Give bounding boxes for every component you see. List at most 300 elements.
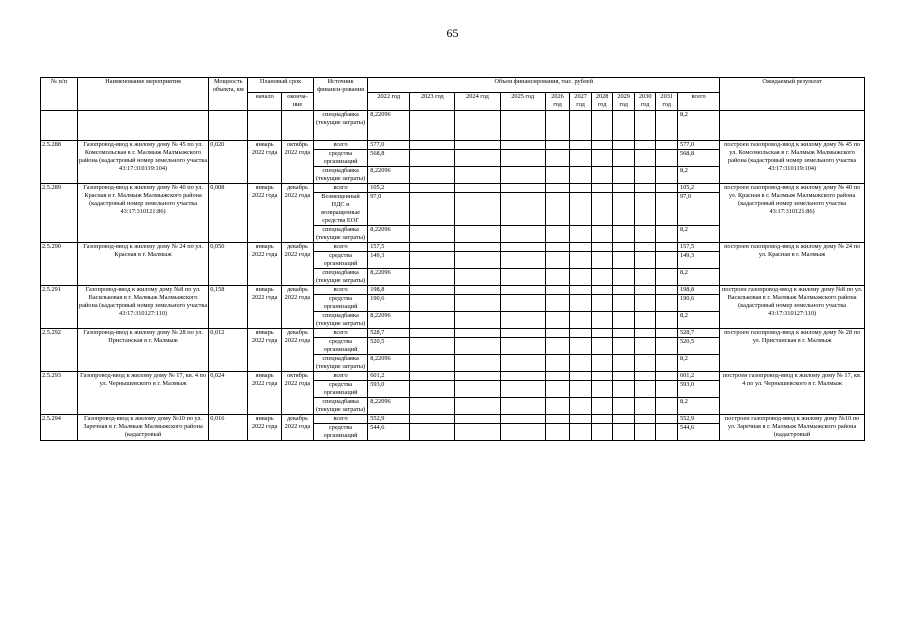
expected-result: построен газопровод-ввод к жилому дому № 28 по ул. Пристанская в г. Малмыж (720, 329, 865, 372)
header-year: 2030 год (634, 93, 656, 111)
source-cell: средства организаций (313, 381, 367, 398)
empty-cell (209, 111, 248, 141)
year-cell (656, 372, 678, 381)
year-cell (570, 372, 592, 381)
year-cell (455, 355, 500, 372)
value-total: 552,9 (677, 415, 719, 424)
year-cell (410, 398, 455, 415)
table-row (41, 415, 865, 424)
source-cell: средства организаций (313, 424, 367, 441)
year-cell (634, 355, 656, 372)
start-cell: январь 2022 года (248, 141, 282, 184)
value-2022: 8,22096 (368, 167, 410, 184)
year-cell (570, 424, 592, 441)
year-cell (545, 226, 570, 243)
value-total: 8,2 (677, 111, 719, 141)
row-number: 2.5.291 (41, 286, 78, 329)
year-cell (410, 329, 455, 338)
header-source: Источник финанси-рования (313, 78, 367, 111)
year-cell (634, 295, 656, 312)
value-total: 97,0 (677, 193, 719, 226)
year-cell (634, 150, 656, 167)
year-cell (545, 415, 570, 424)
capacity-cell: 0,050 (209, 243, 248, 286)
year-cell (613, 226, 635, 243)
year-cell (455, 286, 500, 295)
value-2022: 149,3 (368, 252, 410, 269)
year-cell (656, 295, 678, 312)
header-year: 2023 год (410, 93, 455, 111)
start-cell: январь 2022 года (248, 415, 282, 441)
year-cell (613, 141, 635, 150)
year-cell (410, 355, 455, 372)
year-cell (455, 150, 500, 167)
year-cell (500, 111, 545, 141)
year-cell (545, 398, 570, 415)
capacity-cell: 0,012 (209, 329, 248, 372)
value-2022: 544,6 (368, 424, 410, 441)
table-row (41, 329, 865, 338)
year-cell (545, 243, 570, 252)
year-cell (410, 150, 455, 167)
year-cell (500, 312, 545, 329)
value-2022: 8,22096 (368, 355, 410, 372)
source-cell: всего (313, 372, 367, 381)
source-cell: спецнадбавка (текущие затраты) (313, 269, 367, 286)
value-total: 520,5 (677, 338, 719, 355)
year-cell (656, 269, 678, 286)
year-cell (570, 329, 592, 338)
value-total: 8,2 (677, 355, 719, 372)
year-cell (656, 312, 678, 329)
header-year: 2024 год (455, 93, 500, 111)
expected-result: построен газопровод-ввод к жилому дому №10 по ул. Заречная в г. Малмыж Малмыжского района (кадастровый (720, 415, 865, 441)
empty-cell (41, 111, 78, 141)
header-result: Ожидаемый результат (720, 78, 865, 111)
year-cell (613, 269, 635, 286)
year-cell (591, 338, 613, 355)
year-cell (656, 415, 678, 424)
year-cell (634, 252, 656, 269)
header-start: начало (248, 93, 282, 111)
year-cell (410, 269, 455, 286)
value-2022: 568,8 (368, 150, 410, 167)
year-cell (613, 193, 635, 226)
year-cell (591, 141, 613, 150)
source-cell: всего (313, 184, 367, 193)
year-cell (570, 243, 592, 252)
year-cell (570, 252, 592, 269)
header-year: 2028 год (591, 93, 613, 111)
start-cell: январь 2022 года (248, 329, 282, 372)
funding-table (40, 77, 865, 441)
year-cell (410, 295, 455, 312)
table-row (41, 243, 865, 252)
year-cell (656, 252, 678, 269)
year-cell (591, 269, 613, 286)
year-cell (500, 150, 545, 167)
year-cell (455, 243, 500, 252)
year-cell (570, 167, 592, 184)
value-total: 198,8 (677, 286, 719, 295)
year-cell (570, 193, 592, 226)
source-cell: всего (313, 329, 367, 338)
year-cell (656, 398, 678, 415)
header-name: Наименование мероприятия (77, 78, 208, 111)
year-cell (634, 141, 656, 150)
year-cell (656, 338, 678, 355)
year-cell (500, 243, 545, 252)
year-cell (570, 150, 592, 167)
value-total: 577,0 (677, 141, 719, 150)
header-funding: Объем финансирования, тыс. рублей (368, 78, 720, 93)
year-cell (500, 295, 545, 312)
source-cell: средства организаций (313, 295, 367, 312)
year-cell (410, 338, 455, 355)
year-cell (545, 167, 570, 184)
year-cell (591, 150, 613, 167)
year-cell (455, 312, 500, 329)
year-cell (545, 372, 570, 381)
year-cell (500, 381, 545, 398)
start-cell: январь 2022 года (248, 286, 282, 329)
source-cell: спецнадбавка (текущие затраты) (313, 398, 367, 415)
year-cell (455, 381, 500, 398)
source-cell: средства организаций (313, 150, 367, 167)
year-cell (656, 286, 678, 295)
end-cell: декабрь 2022 года (282, 415, 314, 441)
value-total: 593,0 (677, 381, 719, 398)
year-cell (656, 381, 678, 398)
activity-name: Газопровод-ввод к жилому дому №10 по ул. Заречная в г. Малмыж Малмыжского района (кадастровый (77, 415, 208, 441)
end-cell: октябрь 2022 года (282, 141, 314, 184)
year-cell (410, 415, 455, 424)
year-cell (545, 355, 570, 372)
year-cell (591, 398, 613, 415)
value-total: 544,6 (677, 424, 719, 441)
table-row (41, 372, 865, 381)
source-cell: спецнадбавка (текущие затраты) (313, 111, 367, 141)
year-cell (591, 167, 613, 184)
table-row (41, 184, 865, 193)
year-cell (591, 415, 613, 424)
source-cell: всего (313, 286, 367, 295)
year-cell (410, 184, 455, 193)
start-cell: январь 2022 года (248, 372, 282, 415)
value-2022: 198,8 (368, 286, 410, 295)
header-year: 2029 год (613, 93, 635, 111)
year-cell (545, 424, 570, 441)
value-2022: 552,9 (368, 415, 410, 424)
source-cell: всего (313, 243, 367, 252)
year-cell (613, 312, 635, 329)
header-total: всего (677, 93, 719, 111)
activity-name: Газопровод-ввод к жилому дому № 17, кв. 4 по ул. Чернышевского в г. Малмыж (77, 372, 208, 415)
table-header (41, 78, 865, 111)
year-cell (591, 286, 613, 295)
year-cell (410, 193, 455, 226)
year-cell (500, 193, 545, 226)
year-cell (500, 269, 545, 286)
year-cell (455, 226, 500, 243)
year-cell (591, 193, 613, 226)
year-cell (656, 184, 678, 193)
source-cell: спецнадбавка (текущие затраты) (313, 312, 367, 329)
year-cell (613, 286, 635, 295)
value-2022: 577,0 (368, 141, 410, 150)
year-cell (570, 226, 592, 243)
year-cell (591, 184, 613, 193)
expected-result: построен газопровод-ввод к жилому дому № 45 по ул. Комсомольская в г. Малмыж Малмыжского района (кадастровый номер земельного участка 43:17:310119:104) (720, 141, 865, 184)
year-cell (656, 150, 678, 167)
year-cell (591, 312, 613, 329)
activity-name: Газопровод-ввод к жилому дому №8 по ул. Васильковая в г. Малмыж Малмыжского района (кадастровый номер земельного участка 43:17:310127:110) (77, 286, 208, 329)
year-cell (410, 141, 455, 150)
year-cell (500, 226, 545, 243)
year-cell (591, 424, 613, 441)
result-cell (720, 111, 865, 141)
source-cell: средства организаций (313, 338, 367, 355)
header-end: оконча-ние (282, 93, 314, 111)
year-cell (455, 269, 500, 286)
year-cell (634, 286, 656, 295)
year-cell (634, 111, 656, 141)
year-cell (500, 355, 545, 372)
year-cell (410, 372, 455, 381)
value-total: 149,3 (677, 252, 719, 269)
capacity-cell: 0,008 (209, 184, 248, 243)
year-cell (591, 381, 613, 398)
year-cell (545, 338, 570, 355)
row-number: 2.5.290 (41, 243, 78, 286)
year-cell (545, 329, 570, 338)
year-cell (455, 329, 500, 338)
year-cell (613, 415, 635, 424)
header-num: № п/п (41, 78, 78, 111)
year-cell (545, 150, 570, 167)
year-cell (613, 111, 635, 141)
value-2022: 528,7 (368, 329, 410, 338)
value-total: 8,2 (677, 398, 719, 415)
year-cell (613, 381, 635, 398)
source-cell: всего (313, 415, 367, 424)
funding-table-wrapper (40, 77, 865, 597)
value-total: 190,6 (677, 295, 719, 312)
header-year: 2026 год (545, 93, 570, 111)
year-cell (570, 269, 592, 286)
activity-name: Газопровод-ввод к жилому дому № 28 по ул. Пристанская в г. Малмыж (77, 329, 208, 372)
year-cell (570, 381, 592, 398)
end-cell: октябрь 2022 года (282, 372, 314, 415)
value-total: 528,7 (677, 329, 719, 338)
year-cell (656, 111, 678, 141)
table-row (41, 141, 865, 150)
expected-result: построен газопровод-ввод к жилому дому № 24 по ул. Красная в г. Малмыж (720, 243, 865, 286)
capacity-cell: 0,024 (209, 372, 248, 415)
header-capacity: Мощность объекта, км (209, 78, 248, 111)
start-cell: январь 2022 года (248, 243, 282, 286)
year-cell (455, 193, 500, 226)
year-cell (455, 372, 500, 381)
year-cell (500, 424, 545, 441)
year-cell (410, 312, 455, 329)
year-cell (591, 243, 613, 252)
year-cell (410, 111, 455, 141)
header-year: 2027 год (570, 93, 592, 111)
row-number: 2.5.293 (41, 372, 78, 415)
year-cell (410, 226, 455, 243)
year-cell (570, 398, 592, 415)
year-cell (656, 329, 678, 338)
value-total: 8,2 (677, 167, 719, 184)
activity-name: Газопровод-ввод к жилому дому № 45 по ул. Комсомольская в г. Малмыж Малмыжского района (кадастровый номер земельного участка 43:17:310119:104) (77, 141, 208, 184)
activity-name: Газопровод-ввод к жилому дому № 24 по ул. Красная в г. Малмыж (77, 243, 208, 286)
value-2022: 190,6 (368, 295, 410, 312)
value-2022: 601,2 (368, 372, 410, 381)
year-cell (455, 424, 500, 441)
year-cell (656, 226, 678, 243)
year-cell (656, 141, 678, 150)
year-cell (634, 424, 656, 441)
row-number: 2.5.289 (41, 184, 78, 243)
year-cell (591, 372, 613, 381)
end-cell: декабрь 2022 года (282, 329, 314, 372)
row-number: 2.5.294 (41, 415, 78, 441)
value-total: 8,2 (677, 269, 719, 286)
year-cell (634, 338, 656, 355)
year-cell (634, 398, 656, 415)
capacity-cell: 0,020 (209, 141, 248, 184)
year-cell (455, 252, 500, 269)
expected-result: построен газопровод-ввод к жилому дому № 40 по ул. Красная в г. Малмыж Малмыжского района (кадастровый номер земельного участка 43:17:310121:86) (720, 184, 865, 243)
year-cell (591, 295, 613, 312)
year-cell (634, 243, 656, 252)
end-cell: декабрь 2022 года (282, 243, 314, 286)
year-cell (410, 286, 455, 295)
year-cell (591, 252, 613, 269)
year-cell (613, 338, 635, 355)
year-cell (613, 398, 635, 415)
value-2022: 157,5 (368, 243, 410, 252)
year-cell (613, 184, 635, 193)
year-cell (613, 355, 635, 372)
year-cell (591, 355, 613, 372)
capacity-cell: 0,158 (209, 286, 248, 329)
value-2022: 8,22096 (368, 269, 410, 286)
year-cell (570, 312, 592, 329)
capacity-cell: 0,016 (209, 415, 248, 441)
year-cell (613, 167, 635, 184)
year-cell (591, 329, 613, 338)
year-cell (613, 243, 635, 252)
page-number: 65 (446, 26, 459, 40)
value-2022: 8,22096 (368, 398, 410, 415)
year-cell (613, 372, 635, 381)
year-cell (545, 295, 570, 312)
year-cell (500, 286, 545, 295)
year-cell (455, 111, 500, 141)
value-total: 8,2 (677, 312, 719, 329)
year-cell (410, 252, 455, 269)
year-cell (500, 415, 545, 424)
value-2022: 8,22096 (368, 312, 410, 329)
year-cell (634, 167, 656, 184)
year-cell (634, 184, 656, 193)
empty-cell (282, 111, 314, 141)
value-2022: 520,5 (368, 338, 410, 355)
year-cell (570, 184, 592, 193)
expected-result: построен газопровод-ввод к жилому дому № 17, кв. 4 по ул. Чернышевского в г. Малмыж (720, 372, 865, 415)
source-cell: средства организаций (313, 252, 367, 269)
source-cell: всего (313, 141, 367, 150)
value-total: 8,2 (677, 226, 719, 243)
header-year: 2031 год (656, 93, 678, 111)
value-2022: 8,22096 (368, 226, 410, 243)
year-cell (570, 111, 592, 141)
table-row (41, 286, 865, 295)
year-cell (634, 372, 656, 381)
table-row (41, 111, 865, 141)
year-cell (545, 312, 570, 329)
year-cell (634, 226, 656, 243)
value-2022: 97,0 (368, 193, 410, 226)
start-cell: январь 2022 года (248, 184, 282, 243)
year-cell (545, 269, 570, 286)
year-cell (500, 184, 545, 193)
activity-name: Газопровод-ввод к жилому дому № 40 по ул. Красная в г. Малмыж Малмыжского района (кадастровый номер земельного участка 43:17:310121:86) (77, 184, 208, 243)
empty-cell (248, 111, 282, 141)
value-total: 601,2 (677, 372, 719, 381)
year-cell (656, 424, 678, 441)
header-planned-term: Плановый срок (248, 78, 314, 93)
year-cell (545, 111, 570, 141)
year-cell (634, 329, 656, 338)
year-cell (570, 286, 592, 295)
year-cell (570, 355, 592, 372)
year-cell (591, 111, 613, 141)
year-cell (455, 398, 500, 415)
year-cell (545, 286, 570, 295)
row-number: 2.5.288 (41, 141, 78, 184)
row-number: 2.5.292 (41, 329, 78, 372)
year-cell (656, 243, 678, 252)
year-cell (634, 312, 656, 329)
value-total: 157,5 (677, 243, 719, 252)
source-cell: спецнадбавка (текущие затраты) (313, 355, 367, 372)
year-cell (634, 381, 656, 398)
year-cell (613, 150, 635, 167)
year-cell (591, 226, 613, 243)
year-cell (455, 415, 500, 424)
year-cell (500, 398, 545, 415)
year-cell (570, 141, 592, 150)
year-cell (545, 141, 570, 150)
source-cell: спецнадбавка (текущие затраты) (313, 226, 367, 243)
year-cell (634, 193, 656, 226)
source-cell: Возмещенный НДС и возвращенные средства ЕОГ (313, 193, 367, 226)
year-cell (613, 252, 635, 269)
year-cell (500, 167, 545, 184)
year-cell (500, 252, 545, 269)
value-2022: 105,2 (368, 184, 410, 193)
year-cell (570, 338, 592, 355)
header-year: 2025 год (500, 93, 545, 111)
year-cell (455, 184, 500, 193)
year-cell (613, 424, 635, 441)
year-cell (500, 329, 545, 338)
year-cell (455, 167, 500, 184)
year-cell (500, 338, 545, 355)
